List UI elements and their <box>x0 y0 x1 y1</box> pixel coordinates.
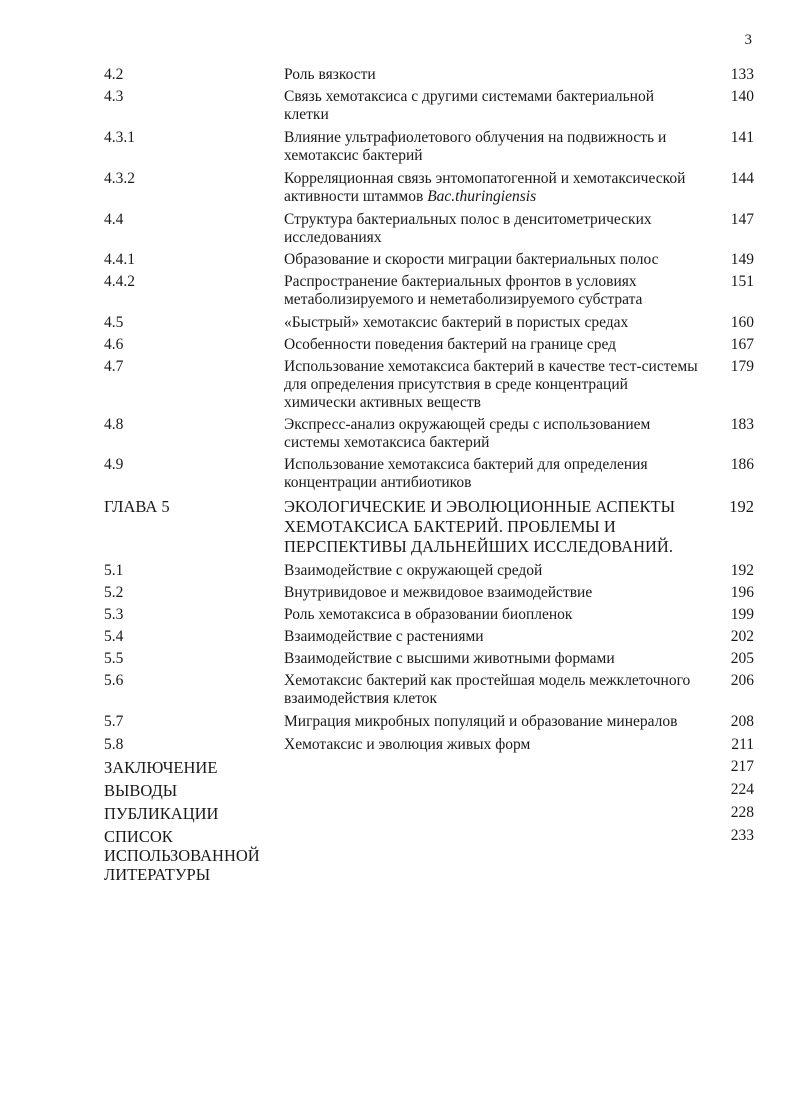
toc-entry-number: 4.4.1 <box>104 251 135 268</box>
toc-entry-number: 4.5 <box>104 314 124 331</box>
toc-entry-page: 151 <box>730 273 754 290</box>
toc-entry-number: ЗАКЛЮЧЕНИЕ <box>104 758 218 777</box>
toc-entry-title <box>284 66 699 84</box>
toc-entry-title <box>284 336 699 354</box>
toc-entry-page: 144 <box>730 170 754 187</box>
toc-entry-page: 167 <box>730 336 754 353</box>
toc-entry-title <box>284 606 699 624</box>
toc-entry-page: 141 <box>730 129 754 146</box>
toc-entry-page: 149 <box>730 251 754 268</box>
page-number: 3 <box>744 32 752 48</box>
toc-row <box>104 781 754 800</box>
toc-row <box>104 416 754 452</box>
toc-entry-title-text: ЭКОЛОГИЧЕСКИЕ И ЭВОЛЮЦИОННЫЕ АСПЕКТЫ ХЕМОТАКСИСА БАКТЕРИЙ. ПРОБЛЕМЫ И ПЕРСПЕКТИВЫ ДАЛЬНЕЙШИХ ИССЛЕДОВАНИЙ. <box>284 497 675 556</box>
toc-row <box>104 251 754 269</box>
toc-row <box>104 358 754 412</box>
toc-entry-page: 160 <box>730 314 754 331</box>
toc-row <box>104 736 754 754</box>
toc-entry-title-text: Использование хемотаксиса бактерий для определения концентрации антибиотиков <box>284 456 648 491</box>
toc-entry-number: ВЫВОДЫ <box>104 781 178 800</box>
toc-entry-title <box>284 358 699 412</box>
toc-row <box>104 456 754 492</box>
toc-entry-page: 228 <box>730 804 754 821</box>
toc-entry-page: 199 <box>730 606 754 623</box>
toc-entry-number: 4.3 <box>104 88 124 105</box>
toc-entry-number: 5.4 <box>104 628 124 645</box>
toc-entry-page: 224 <box>730 781 754 798</box>
toc-row <box>104 628 754 646</box>
toc-row <box>104 336 754 354</box>
toc-entry-title <box>284 713 699 731</box>
toc-entry-page: 147 <box>730 211 754 228</box>
toc-row <box>104 650 754 668</box>
toc-row <box>104 170 754 206</box>
toc-row <box>104 129 754 165</box>
toc-entry-number: 4.9 <box>104 456 124 473</box>
toc-entry-number: 4.3.2 <box>104 170 135 187</box>
toc-entry-page: 206 <box>730 672 754 689</box>
toc-entry-title-text: Роль хемотаксиса в образовании биопленок <box>284 606 573 623</box>
toc-entry-title-text: «Быстрый» хемотаксис бактерий в пористых средах <box>284 314 629 331</box>
toc-entry-title <box>284 211 699 247</box>
toc-entry-page: 202 <box>730 628 754 645</box>
toc-row <box>104 584 754 602</box>
toc-entry-title-text: Роль вязкости <box>284 66 376 83</box>
toc-entry-title-text: Структура бактериальных полос в денситометрических исследованиях <box>284 211 652 246</box>
toc-row <box>104 273 754 309</box>
toc-entry-page: 179 <box>730 358 754 375</box>
toc-row <box>104 804 754 823</box>
toc-entry-title <box>284 650 699 668</box>
toc-entry-title-text: Корреляционная связь энтомопатогенной и хемотаксической активности штаммов <box>284 170 686 205</box>
toc-entry-title-text: Экспресс-анализ окружающей среды с использованием системы хемотаксиса бактерий <box>284 416 651 451</box>
toc-entry-number: 4.4.2 <box>104 273 135 290</box>
toc-entry-page: 183 <box>730 416 754 433</box>
toc-entry-title <box>284 456 699 492</box>
toc-entry-number: ГЛАВА 5 <box>104 497 170 516</box>
toc-entry-title <box>284 672 699 708</box>
toc-entry-number: 5.8 <box>104 736 124 753</box>
toc-entry-title-text: Связь хемотаксиса с другими системами бактериальной клетки <box>284 88 655 123</box>
table-of-contents <box>104 62 754 884</box>
toc-entry-title <box>284 129 699 165</box>
toc-row <box>104 758 754 777</box>
toc-row <box>104 713 754 731</box>
toc-entry-number: 5.1 <box>104 562 124 579</box>
toc-entry-number: 5.2 <box>104 584 124 601</box>
toc-entry-title-text: Взаимодействие с растениями <box>284 628 484 645</box>
toc-entry-title-text: Образование и скорости миграции бактериальных полос <box>284 251 659 268</box>
toc-entry-title-text: Внутривидовое и межвидовое взаимодействие <box>284 584 593 601</box>
toc-entry-title-text: Миграция микробных популяций и образование минералов <box>284 713 678 730</box>
toc-entry-page: 211 <box>731 736 754 753</box>
toc-entry-number: 4.2 <box>104 66 124 83</box>
toc-entry-title <box>284 88 699 124</box>
toc-entry-title-text: Влияние ультрафиолетового облучения на подвижность и хемотаксис бактерий <box>284 129 667 164</box>
toc-entry-title-text: Взаимодействие с высшими животными формами <box>284 650 615 667</box>
toc-entry-title <box>284 497 699 557</box>
toc-entry-number: 5.7 <box>104 713 124 730</box>
toc-entry-title-text: Хемотаксис и эволюция живых форм <box>284 736 531 753</box>
toc-entry-title <box>284 628 699 646</box>
toc-row <box>104 672 754 708</box>
toc-entry-title-italic: Bac.thuringiensis <box>427 188 537 205</box>
toc-entry-number: 5.6 <box>104 672 124 689</box>
toc-row <box>104 88 754 124</box>
toc-entry-title-text: Хемотаксис бактерий как простейшая модель межклеточного взаимодействия клеток <box>284 672 691 707</box>
toc-entry-title <box>284 273 699 309</box>
toc-entry-page: 205 <box>730 650 754 667</box>
toc-entry-page: 192 <box>729 497 754 516</box>
toc-entry-title-text: Особенности поведения бактерий на границе сред <box>284 336 617 353</box>
toc-entry-number: 4.3.1 <box>104 129 135 146</box>
toc-entry-number: 4.4 <box>104 211 124 228</box>
toc-row <box>104 211 754 247</box>
toc-row <box>104 314 754 332</box>
toc-entry-title <box>284 584 699 602</box>
toc-entry-title <box>284 562 699 580</box>
toc-entry-title <box>284 251 699 269</box>
toc-row <box>104 562 754 580</box>
toc-row <box>104 827 754 884</box>
toc-row <box>104 66 754 84</box>
toc-entry-page: 208 <box>730 713 754 730</box>
toc-entry-title <box>284 314 699 332</box>
toc-chapter-row <box>104 497 754 557</box>
toc-entry-number: 4.8 <box>104 416 124 433</box>
toc-entry-number: 5.5 <box>104 650 124 667</box>
toc-entry-title-text: Взаимодействие с окружающей средой <box>284 562 543 579</box>
toc-entry-page: 133 <box>730 66 754 83</box>
toc-entry-page: 140 <box>730 88 754 105</box>
toc-entry-page: 217 <box>730 758 754 775</box>
toc-entry-page: 192 <box>730 562 754 579</box>
toc-entry-page: 233 <box>730 827 754 844</box>
toc-entry-title <box>284 416 699 452</box>
toc-entry-title-text: Распространение бактериальных фронтов в условиях метаболизируемого и неметаболизируемого субстрата <box>284 273 643 308</box>
toc-entry-number: 5.3 <box>104 606 124 623</box>
toc-entry-title-text: Использование хемотаксиса бактерий в качестве тест-системы для определения присутствия в среде концентраций химически активных веществ <box>284 358 698 411</box>
toc-entry-page: 186 <box>730 456 754 473</box>
toc-entry-title <box>284 170 699 206</box>
toc-entry-number: СПИСОК ИСПОЛЬЗОВАННОЙ ЛИТЕРАТУРЫ <box>104 827 260 884</box>
toc-entry-number: ПУБЛИКАЦИИ <box>104 804 219 823</box>
toc-row <box>104 606 754 624</box>
toc-entry-title <box>284 736 699 754</box>
toc-entry-page: 196 <box>730 584 754 601</box>
toc-entry-number: 4.6 <box>104 336 124 353</box>
toc-entry-number: 4.7 <box>104 358 124 375</box>
